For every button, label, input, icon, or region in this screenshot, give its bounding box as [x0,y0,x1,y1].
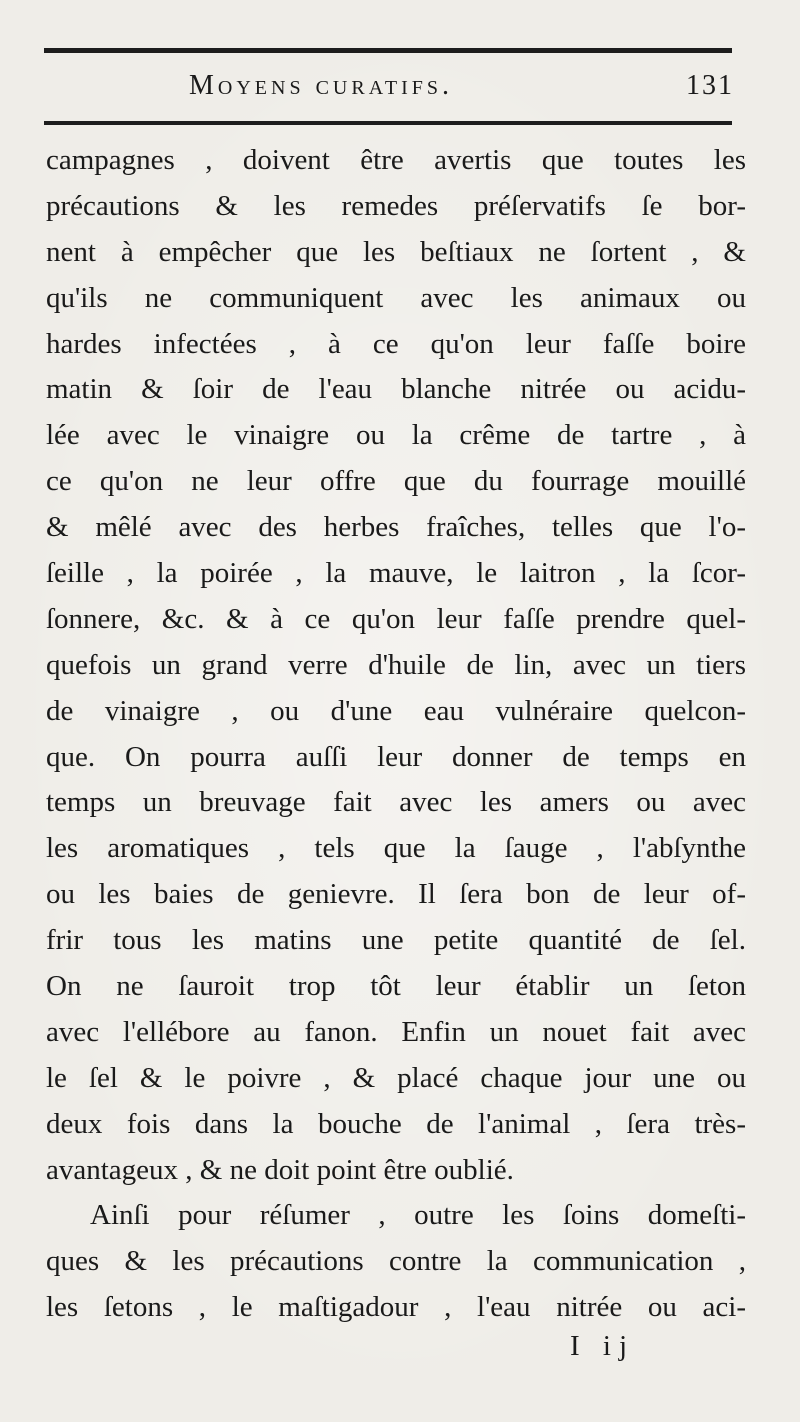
text-line: On ne ſauroit trop tôt leur établir un ſeton [46,970,746,1003]
text-line: les ſetons , le maſtigadour , l'eau nitrée ou aci- [46,1291,746,1324]
text-line: ſonnere, &c. & à ce qu'on leur faſſe prendre quel- [46,602,746,635]
text-line: matin & ſoir de l'eau blanche nitrée ou acidu- [46,373,746,406]
text-line: lée avec le vinaigre ou la crême de tartre , à [46,419,746,452]
text-line: campagnes , doivent être avertis que toutes les [46,144,746,176]
running-title: Moyens curatifs. [189,70,454,101]
text-line: qu'ils ne communiquent avec les animaux ou [46,281,746,314]
paragraph-end-line: avantageux , & ne doit point être oublié. [46,1153,514,1186]
text-line: deux fois dans la bouche de l'animal , ſera très- [46,1107,746,1140]
text-line: ou les baies de genievre. Il ſera bon de leur of- [46,878,746,911]
text-line: frir tous les matins une petite quantité de ſel. [46,924,746,957]
text-line: de vinaigre , ou d'une eau vulnéraire quelcon- [46,694,746,727]
text-line: hardes infectées , à ce qu'on leur faſſe boire [46,327,746,360]
text-line: ce qu'on ne leur offre que du fourrage mouillé [46,465,746,498]
top-rule [44,48,732,53]
body-text [46,138,746,1331]
text-line: que. On pourra auſſi leur donner de temps en [46,740,746,773]
signature-mark: I ij [570,1330,636,1362]
header-rule [44,121,732,125]
page-number: 131 [686,70,734,101]
text-line: précautions & les remedes préſervatifs ſe bor- [46,189,746,222]
text-line: nent à empêcher que les beſtiaux ne ſortent , & [46,235,746,268]
text-line: ques & les précautions contre la communication , [46,1245,746,1278]
text-line: temps un breuvage fait avec les amers ou avec [46,786,746,819]
paragraph-start-line: Ainſi pour réſumer , outre les ſoins domeſti- [90,1199,746,1232]
text-line: ſeille , la poirée , la mauve, le laitron , la ſcor- [46,557,746,590]
page-header [44,70,744,110]
text-line: le ſel & le poivre , & placé chaque jour une ou [46,1061,746,1094]
text-line: avec l'ellébore au fanon. Enfin un nouet fait avec [46,1015,746,1048]
text-line: quefois un grand verre d'huile de lin, avec un tiers [46,648,746,681]
text-line: & mêlé avec des herbes fraîches, telles que l'o- [46,511,746,544]
text-line: les aromatiques , tels que la ſauge , l'abſynthe [46,832,746,865]
